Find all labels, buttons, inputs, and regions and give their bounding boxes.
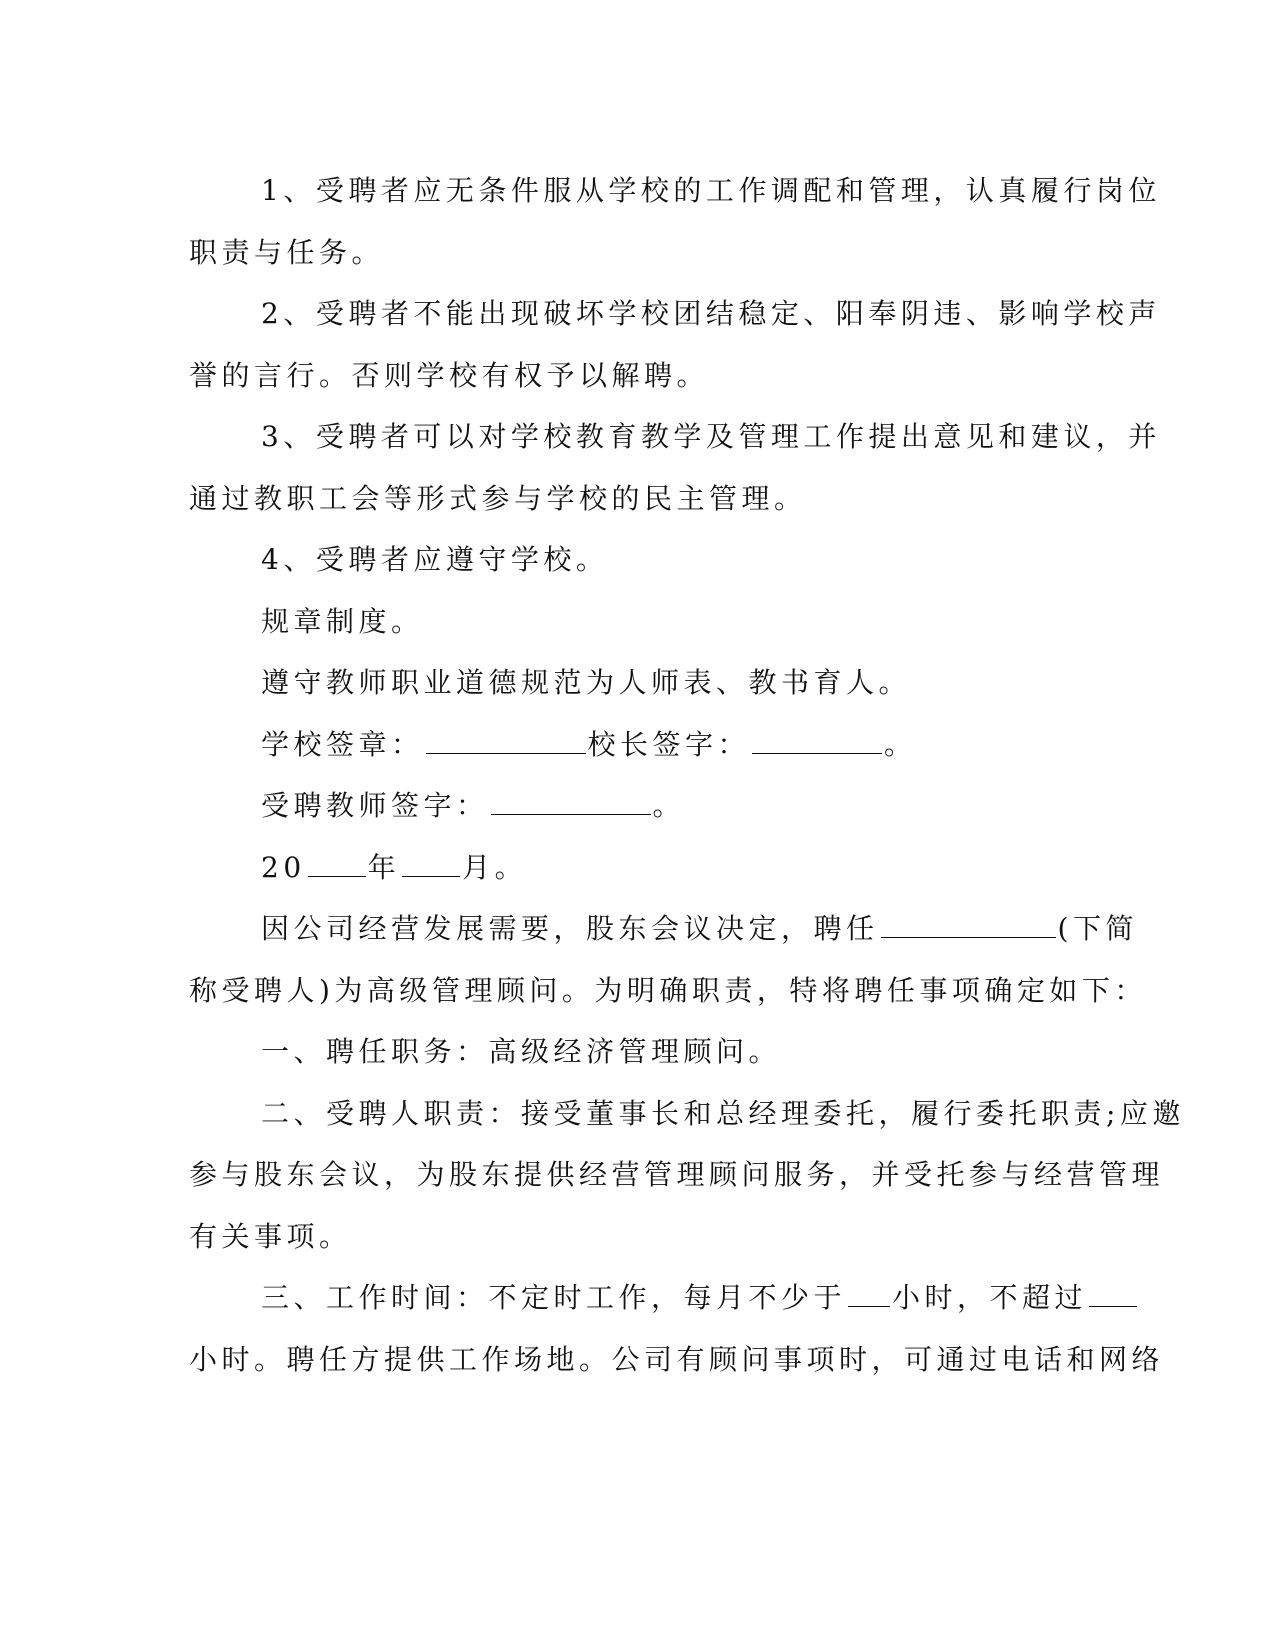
contract-intro-text: 因公司经营发展需要，股东会议决定，聘任 [261, 912, 879, 945]
max-hours-blank[interactable] [1089, 1280, 1137, 1307]
work-time-line-1 [189, 1267, 1089, 1329]
work-time-text: 三、工作时间：不定时工作，每月不少于 [261, 1281, 847, 1314]
school-seal-label: 学校签章： [261, 727, 424, 761]
work-time-text-mid: 小时，不超过 [892, 1281, 1088, 1314]
appointee-name-blank[interactable] [881, 911, 1056, 938]
min-hours-blank[interactable] [848, 1280, 890, 1307]
clause-3-line-2: 通过教职工会等形式参与学校的民主管理。 [189, 481, 807, 515]
item-2-line-2: 参与股东会议，为股东提供经营管理顾问服务，并受托参与经营管理 [189, 1158, 1165, 1191]
contract-intro-line-1 [189, 898, 1138, 960]
principal-signature-blank[interactable] [752, 727, 882, 754]
clause-2-line-1: 2、受聘者不能出现破坏学校团结稳定、阳奉阴违、影响学校声 [261, 297, 1161, 330]
item-2-line-3: 有关事项。 [189, 1219, 352, 1253]
work-time-line-2: 小时。聘任方提供工作场地。公司有顾问事项时，可通过电话和网络 [189, 1342, 1165, 1376]
clause-4-line-2: 规章制度。 [261, 604, 424, 638]
document-body [189, 160, 1185, 1390]
contract-intro-line-2: 称受聘人)为高级管理顾问。为明确职责，特将聘任事项确定如下： [189, 973, 1147, 1007]
year-blank[interactable] [308, 850, 366, 877]
date-line [189, 837, 1089, 899]
clause-2-line-2: 誉的言行。否则学校有权予以解聘。 [189, 358, 710, 392]
teacher-signature-line [189, 775, 1089, 837]
item-2-line-1: 二、受聘人职责：接受董事长和总经理委托，履行委托职责;应邀 [261, 1096, 1185, 1130]
teacher-signature-label: 受聘教师签字： [261, 789, 489, 822]
clause-4-line-1: 4、受聘者应遵守学校。 [261, 543, 609, 576]
clause-1-line-1: 1、受聘者应无条件服从学校的工作调配和管理，认真履行岗位 [261, 174, 1161, 207]
signature-line-end: 。 [884, 727, 917, 761]
month-label: 月。 [462, 850, 528, 884]
clause-3-line-1: 3、受聘者可以对学校教育教学及管理工作提出意见和建议，并 [261, 420, 1161, 453]
contract-intro-text-after: (下简 [1057, 912, 1138, 945]
item-1: 一、聘任职务：高级经济管理顾问。 [261, 1035, 782, 1068]
signature-line [189, 714, 1089, 776]
principal-signature-label: 校长签字： [587, 727, 751, 761]
school-seal-blank[interactable] [426, 727, 586, 754]
teacher-signature-blank[interactable] [491, 788, 651, 815]
month-blank[interactable] [402, 850, 460, 877]
year-label: 年 [367, 850, 401, 884]
clause-4-line-3: 遵守教师职业道德规范为人师表、教书育人。 [261, 666, 912, 699]
teacher-line-end: 。 [652, 789, 686, 822]
clause-1-line-2: 职责与任务。 [189, 235, 385, 269]
date-prefix: 20 [261, 850, 306, 884]
